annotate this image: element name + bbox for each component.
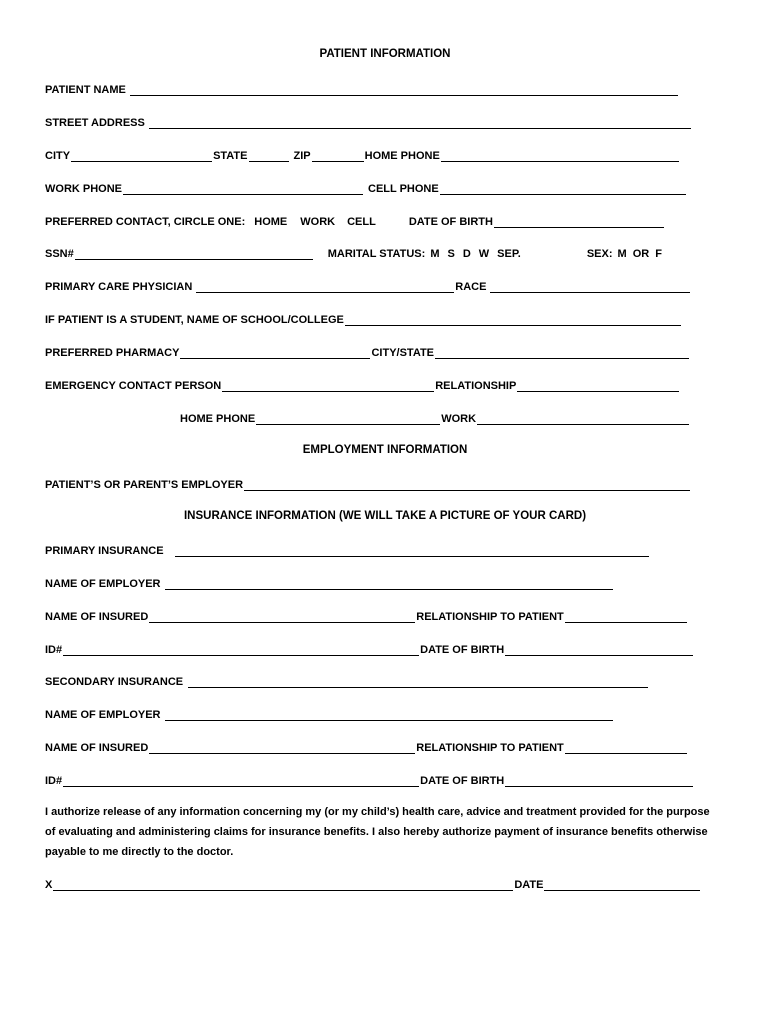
pharmacy-row <box>45 345 690 359</box>
employer-label: PATIENT’S OR PARENT’S EMPLOYER <box>45 479 244 491</box>
primary-id-label: ID# <box>45 644 63 656</box>
street-address-field[interactable] <box>149 118 691 129</box>
state-field[interactable] <box>249 151 289 162</box>
primary-employer-row <box>45 576 614 590</box>
primary-insurance-label: PRIMARY INSURANCE <box>45 545 164 557</box>
secondary-id-row <box>45 773 694 787</box>
secondary-insured-row <box>45 740 688 754</box>
primary-insurance-row <box>45 543 650 557</box>
marital-option-s[interactable]: S <box>447 248 455 260</box>
patient-information-heading: PATIENT INFORMATION <box>319 48 451 60</box>
sex-option-f[interactable]: F <box>655 248 662 260</box>
work-phone-label: WORK PHONE <box>45 183 122 195</box>
emergency-contact-label: EMERGENCY CONTACT PERSON <box>45 380 222 392</box>
authorization-text: I authorize release of any information concerning my (or my child’s) health care, advice and treatment provided for the purpose of evaluating and administering claims for insurance benefits. I also hereby authorize payment of insurance benefits otherwise payable to me directly to the doctor. <box>45 806 710 858</box>
city-field[interactable] <box>71 151 212 162</box>
street-address-row <box>45 115 692 129</box>
city-label: CITY <box>45 150 71 162</box>
marital-option-w[interactable]: W <box>478 248 490 260</box>
secondary-insurance-row <box>45 674 649 688</box>
home-phone-field[interactable] <box>441 151 679 162</box>
secondary-employer-row <box>45 707 614 721</box>
marital-option-d[interactable]: D <box>462 248 471 260</box>
marital-status-label: MARITAL STATUS: <box>327 248 426 260</box>
street-address-label: STREET ADDRESS <box>45 117 145 129</box>
secondary-insured-label: NAME OF INSURED <box>45 742 149 754</box>
emergency-work-field[interactable] <box>477 414 689 425</box>
emergency-contact-row <box>45 378 680 392</box>
patient-name-label: PATIENT NAME <box>45 84 126 96</box>
secondary-employer-label: NAME OF EMPLOYER <box>45 709 161 721</box>
dob-label: DATE OF BIRTH <box>408 216 493 228</box>
primary-insured-field[interactable] <box>149 612 415 623</box>
primary-id-field[interactable] <box>63 645 419 656</box>
insurance-information-heading: INSURANCE INFORMATION (WE WILL TAKE A PICTURE OF YOUR CARD) <box>183 510 587 522</box>
primary-insured-label: NAME OF INSURED <box>45 611 149 623</box>
primary-employer-field[interactable] <box>165 579 613 590</box>
cell-phone-field[interactable] <box>440 184 686 195</box>
zip-label: ZIP <box>293 150 311 162</box>
signature-field[interactable] <box>53 880 513 891</box>
primary-insured-row <box>45 609 688 623</box>
contact-option-work[interactable]: WORK <box>300 216 336 228</box>
student-school-label: IF PATIENT IS A STUDENT, NAME OF SCHOOL/COLLEGE <box>45 314 344 326</box>
preferred-contact-row <box>45 214 665 228</box>
contact-option-cell[interactable]: CELL <box>347 216 376 228</box>
patient-name-field[interactable] <box>130 85 678 96</box>
secondary-insurance-label: SECONDARY INSURANCE <box>45 676 184 688</box>
primary-id-row <box>45 642 694 656</box>
pharmacy-label: PREFERRED PHARMACY <box>45 347 180 359</box>
sex-option-or: OR <box>632 248 650 260</box>
marital-option-sep[interactable]: SEP. <box>497 248 521 260</box>
state-label: STATE <box>213 150 248 162</box>
sex-option-m[interactable]: M <box>617 248 627 260</box>
secondary-relationship-label: RELATIONSHIP TO PATIENT <box>416 742 564 754</box>
secondary-insurance-field[interactable] <box>188 677 648 688</box>
ssn-label: SSN# <box>45 248 74 260</box>
student-school-row <box>45 312 682 326</box>
student-school-field[interactable] <box>345 315 681 326</box>
secondary-dob-label: DATE OF BIRTH <box>420 775 505 787</box>
home-phone-label: HOME PHONE <box>364 150 440 162</box>
primary-employer-label: NAME OF EMPLOYER <box>45 578 161 590</box>
contact-option-home[interactable]: HOME <box>254 216 288 228</box>
secondary-id-label: ID# <box>45 775 63 787</box>
employer-row <box>45 477 691 491</box>
primary-insurance-field[interactable] <box>175 546 649 557</box>
primary-relationship-field[interactable] <box>565 612 687 623</box>
work-phone-field[interactable] <box>123 184 363 195</box>
zip-field[interactable] <box>312 151 364 162</box>
preferred-contact-label: PREFERRED CONTACT, CIRCLE ONE: <box>45 216 246 228</box>
race-label: RACE <box>455 281 487 293</box>
emergency-work-label: WORK <box>441 413 477 425</box>
patient-name-row <box>45 82 679 96</box>
primary-relationship-label: RELATIONSHIP TO PATIENT <box>416 611 564 623</box>
pharmacy-field[interactable] <box>180 348 370 359</box>
emergency-contact-field[interactable] <box>222 381 434 392</box>
work-cell-phone-row <box>45 181 687 195</box>
emergency-home-phone-label: HOME PHONE <box>180 413 256 425</box>
ssn-field[interactable] <box>75 249 313 260</box>
cell-phone-label: CELL PHONE <box>368 183 439 195</box>
city-state-zip-row <box>45 148 680 162</box>
pcp-field[interactable] <box>196 282 454 293</box>
emergency-relationship-label: RELATIONSHIP <box>435 380 517 392</box>
secondary-employer-field[interactable] <box>165 710 613 721</box>
dob-field[interactable] <box>494 217 664 228</box>
race-field[interactable] <box>490 282 690 293</box>
emergency-phone-row <box>180 411 690 425</box>
sex-label: SEX: <box>586 248 613 260</box>
signature-date-field[interactable] <box>544 880 700 891</box>
pharmacy-city-state-field[interactable] <box>435 348 689 359</box>
secondary-id-field[interactable] <box>63 776 419 787</box>
pharmacy-city-state-label: CITY/STATE <box>371 347 435 359</box>
employment-information-heading: EMPLOYMENT INFORMATION <box>302 444 468 456</box>
signature-date-label: DATE <box>514 879 544 891</box>
emergency-home-phone-field[interactable] <box>256 414 440 425</box>
secondary-relationship-field[interactable] <box>565 743 687 754</box>
employer-field[interactable] <box>244 480 690 491</box>
signature-row <box>45 877 701 891</box>
ssn-marital-sex-row <box>45 246 662 260</box>
secondary-insured-field[interactable] <box>149 743 415 754</box>
secondary-dob-field[interactable] <box>505 776 693 787</box>
signature-label: X <box>45 879 53 891</box>
primary-dob-label: DATE OF BIRTH <box>420 644 505 656</box>
marital-option-m[interactable]: M <box>430 248 440 260</box>
emergency-relationship-field[interactable] <box>517 381 679 392</box>
pcp-label: PRIMARY CARE PHYSICIAN <box>45 281 193 293</box>
pcp-race-row <box>45 279 691 293</box>
primary-dob-field[interactable] <box>505 645 693 656</box>
